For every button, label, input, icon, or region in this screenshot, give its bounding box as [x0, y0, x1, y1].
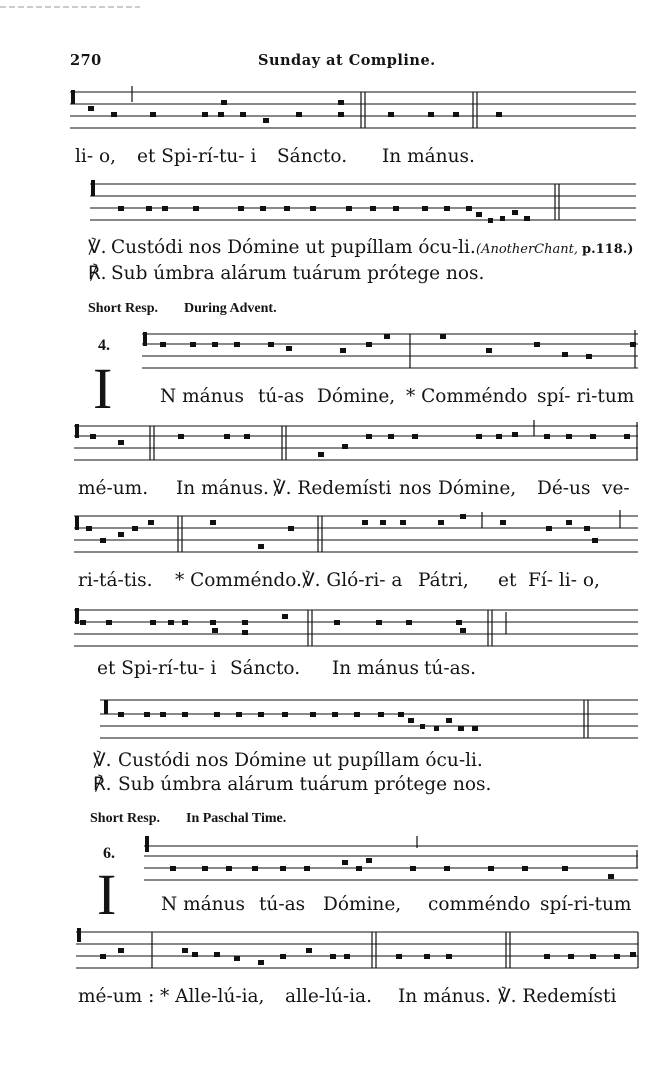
- chant-staff-6: [72, 602, 640, 652]
- lyric: Pátri,: [418, 570, 469, 591]
- chant-staff-7: [98, 694, 640, 746]
- lyric: li- o,: [75, 146, 116, 167]
- lyric: alle-lú-ia.: [285, 986, 372, 1007]
- lyric: * Comméndo.: [175, 570, 302, 591]
- lyric: ℣. Redemísti: [273, 478, 392, 499]
- lyric: N mánus: [161, 894, 245, 915]
- lyric: Fí- li- o,: [528, 570, 600, 591]
- response-text: Sub úmbra alárum tuárum prótege nos.: [111, 263, 485, 284]
- response-text: Sub úmbra alárum tuárum prótege nos.: [118, 774, 492, 795]
- section-label: Short Resp.: [90, 811, 161, 826]
- lyric: Dómine,: [323, 894, 402, 915]
- section-season: During Advent.: [184, 301, 277, 316]
- lyric: et Spi-rí-tu- i: [137, 146, 257, 167]
- lyric: et: [498, 570, 517, 591]
- initial-letter: I: [93, 356, 113, 421]
- lyric: Sáncto.: [277, 146, 348, 167]
- lyric: * Alle-lú-ia,: [160, 986, 265, 1007]
- lyric: tú-as: [259, 894, 306, 915]
- lyric: tú-as.: [424, 658, 477, 679]
- lyric: In mánus.: [176, 478, 269, 499]
- lyric: ℣. Gló-ri- a: [302, 570, 403, 591]
- lyric: Dé-us: [537, 478, 591, 499]
- lyric: Dómine,: [317, 386, 396, 407]
- lyric: In mánus.: [398, 986, 491, 1007]
- chant-staff-1: [68, 86, 638, 138]
- lyric: comméndo: [428, 894, 531, 915]
- section-season: In Paschal Time.: [186, 811, 287, 826]
- lyric: * Comméndo: [406, 386, 528, 407]
- initial-letter: I: [97, 862, 117, 927]
- lyric: nos: [399, 478, 432, 499]
- lyric: In mánus: [332, 658, 419, 679]
- chant-staff-3: [140, 330, 640, 374]
- lyric: spí-ri-tum: [540, 894, 632, 915]
- running-title: Sunday at Compline.: [258, 52, 436, 69]
- versicle-sign: ℣.: [88, 237, 107, 258]
- chant-number: 4.: [98, 337, 110, 354]
- versicle-text: Custódi nos Dómine ut pupíllam ócu-li.: [118, 750, 483, 771]
- lyric: et Spi-rí-tu- i: [97, 658, 217, 679]
- chant-staff-8: [142, 836, 640, 888]
- chant-number: 6.: [103, 845, 115, 862]
- chant-staff-9: [74, 926, 640, 978]
- response-sign: ℟.: [93, 774, 112, 795]
- lyric: Sáncto.: [230, 658, 301, 679]
- chant-staff-2: [88, 176, 638, 228]
- lyric: ve-: [602, 478, 630, 499]
- chant-staff-5: [72, 510, 640, 560]
- lyric: ℣. Redemísti: [498, 986, 617, 1007]
- lyric: N mánus: [160, 386, 244, 407]
- reference-italic: (AnotherChant,: [476, 242, 578, 257]
- versicle-text: Custódi nos Dómine ut pupíllam ócu-li.: [111, 237, 476, 258]
- versicle-sign: ℣.: [93, 750, 112, 771]
- lyric: mé-um :: [78, 986, 155, 1007]
- lyric: tú-as: [258, 386, 305, 407]
- reference-page: p.118.): [582, 242, 634, 257]
- chant-staff-4: [72, 420, 640, 470]
- lyric: ri-tá-tis.: [78, 570, 153, 591]
- lyric: spí- ri-tum: [537, 386, 635, 407]
- page-top-rule: [0, 6, 300, 10]
- lyric: mé-um.: [78, 478, 149, 499]
- response-sign: ℟.: [88, 263, 107, 284]
- lyric: Dómine,: [438, 478, 517, 499]
- page-number: 270: [70, 52, 102, 69]
- lyric: In mánus.: [382, 146, 475, 167]
- section-label: Short Resp.: [88, 301, 159, 316]
